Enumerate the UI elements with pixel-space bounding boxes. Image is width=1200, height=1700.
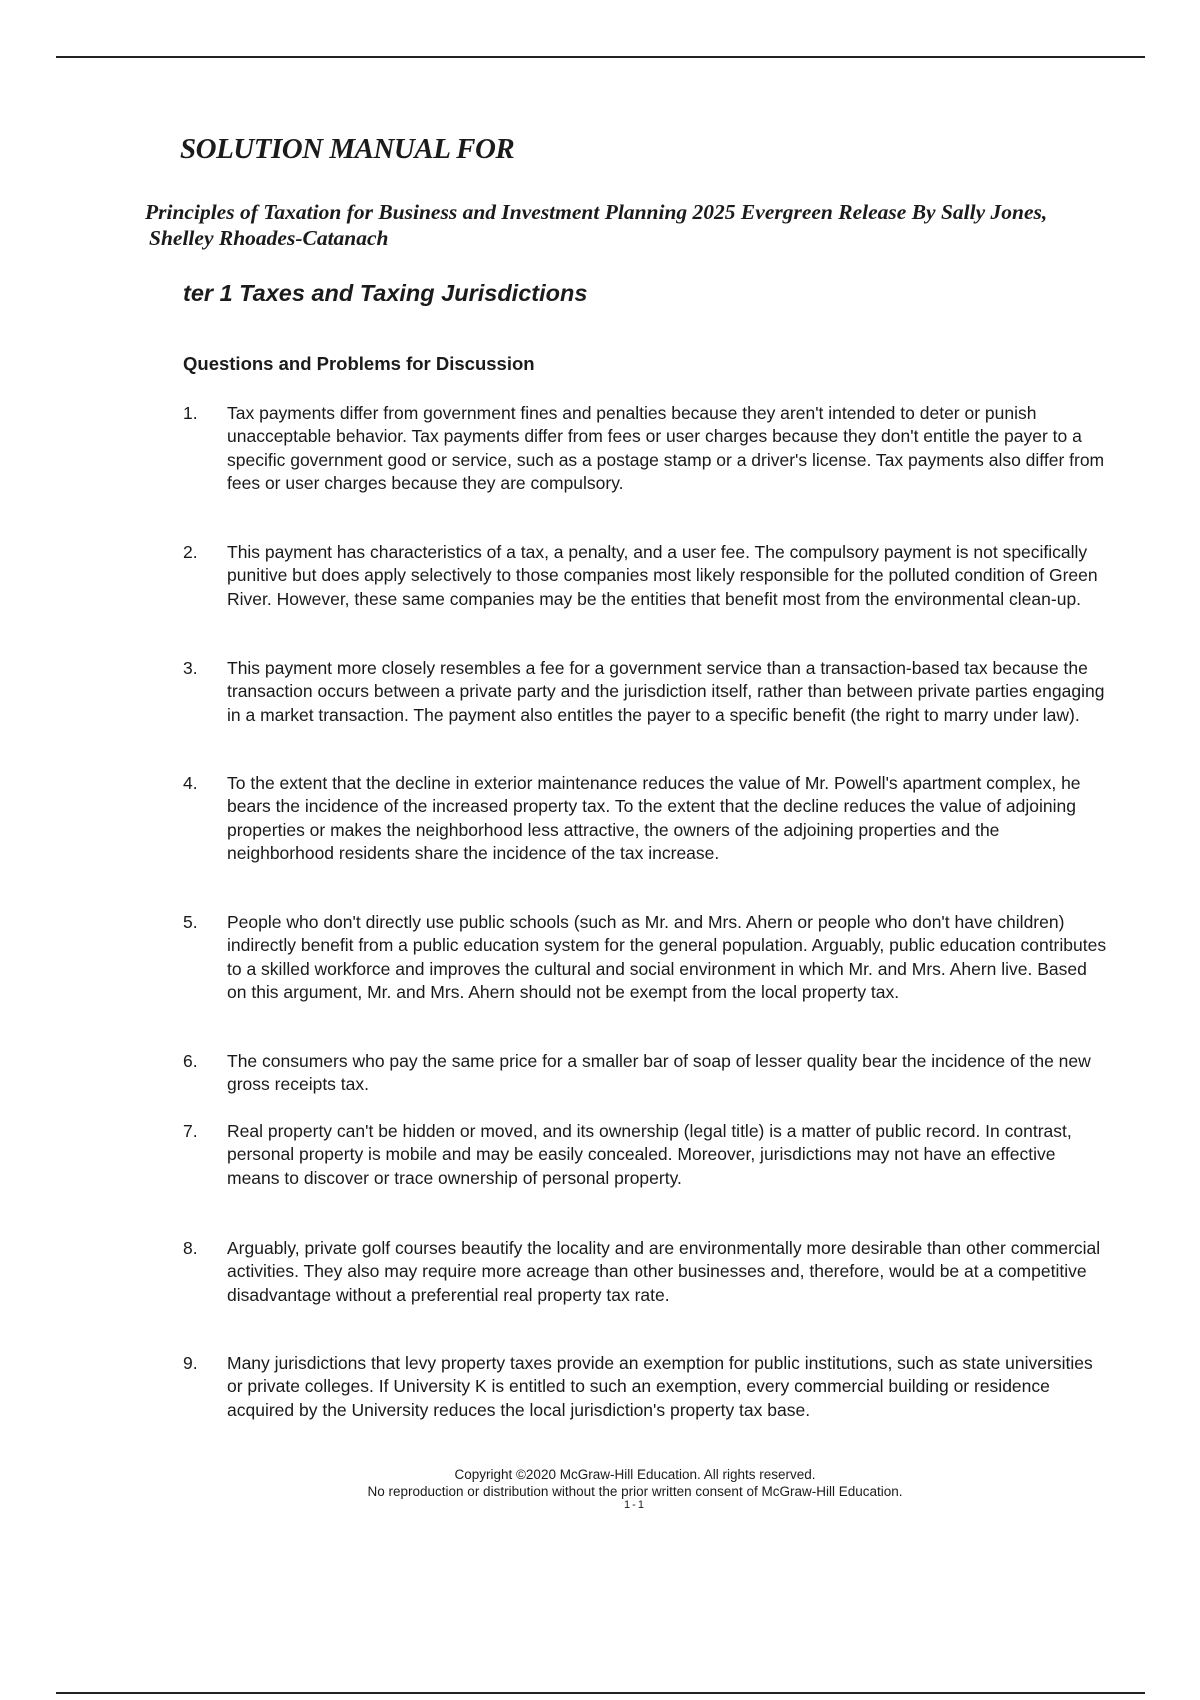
answer-text: Real property can't be hidden or moved, and its ownership (legal title) is a matter of public record. In contrast, personal property is mobile and may be easily concealed. Moreover, jurisdictions may not have an effective means to discover or trace ownership of personal property. — [227, 1121, 1072, 1188]
answer-number: 2. — [183, 542, 198, 562]
answer-number: 6. — [183, 1051, 198, 1071]
answer-text: People who don't directly use public schools (such as Mr. and Mrs. Ahern or people who don't have children) indirectly benefit from a public education system for the general population. Arguably, public education contributes to a skilled workforce and improves the cultural and social environment in which Mr. and Mrs. Ahern live. Based on this argument, Mr. and Mrs. Ahern should not be exempt from the local property tax. — [227, 912, 1107, 1002]
copyright-notice: Copyright ©2020 McGraw-Hill Education. All rights reserved. — [454, 1467, 816, 1482]
answer-number: 1. — [183, 403, 198, 423]
answer-text: The consumers who pay the same price for a smaller bar of soap of lesser quality bear the incidence of the new gross receipts tax. — [227, 1051, 1091, 1095]
answer-number: 4. — [183, 773, 198, 793]
answer-text: Many jurisdictions that levy property taxes provide an exemption for public institutions, such as state universities or private colleges. If University K is entitled to such an exemption, every commercial building or residence acquired by the University reduces the local jurisdiction's property tax base. — [227, 1353, 1093, 1420]
answer-text: Tax payments differ from government fines and penalties because they aren't intended to deter or punish unacceptable behavior. Tax payments differ from fees or user charges because they don't entitle the payer to a specific government good or service, such as a postage stamp or a driver's license. Tax payments also differ from fees or user charges because they are compulsory. — [227, 403, 1105, 493]
book-title-line-2: Shelley Rhoades-Catanach — [149, 226, 389, 250]
chapter-title: ter 1 Taxes and Taxing Jurisdictions — [183, 280, 588, 306]
answer-number: 3. — [183, 658, 198, 678]
answer-number: 8. — [183, 1238, 198, 1258]
book-title-line-1: Principles of Taxation for Business and Investment Planning 2025 Evergreen Release By Sally Jones, — [145, 200, 1048, 224]
answer-number: 9. — [183, 1353, 198, 1373]
manual-title: SOLUTION MANUAL FOR — [180, 133, 515, 165]
section-heading: Questions and Problems for Discussion — [183, 353, 535, 374]
page-number: 1-1 — [624, 1499, 646, 1511]
answer-text: To the extent that the decline in exterior maintenance reduces the value of Mr. Powell's apartment complex, he bears the incidence of the increased property tax. To the extent that the decline reduces the value of adjoining properties or makes the neighborhood less attractive, the owners of the adjoining properties and the neighborhood residents share the incidence of the tax increase. — [227, 773, 1081, 863]
answer-text: Arguably, private golf courses beautify the locality and are environmentally more desirable than other commercial activities. They also may require more acreage than other businesses and, therefore, would be at a competitive disadvantage without a preferential real property tax rate. — [227, 1238, 1101, 1305]
book-title — [145, 199, 1195, 251]
answer-text: This payment has characteristics of a tax, a penalty, and a user fee. The compulsory payment is not specifically punitive but does apply selectively to those companies most likely responsible for the polluted condition of Green River. However, these same companies may be the entities that benefit most from the environmental clean-up. — [227, 542, 1098, 609]
reproduction-notice: No reproduction or distribution without the prior written consent of McGraw-Hill Education. — [367, 1484, 903, 1499]
answer-number: 5. — [183, 912, 198, 932]
bottom-rule — [56, 1692, 1145, 1694]
page-footer — [300, 1466, 970, 1510]
answer-text: This payment more closely resembles a fee for a government service than a transaction-based tax because the transaction occurs between a private party and the jurisdiction itself, rather than between private parties engaging in a market transaction. The payment also entitles the payer to a specific benefit (the right to marry under law). — [227, 658, 1105, 725]
answer-number: 7. — [183, 1121, 198, 1141]
top-rule — [56, 56, 1145, 58]
